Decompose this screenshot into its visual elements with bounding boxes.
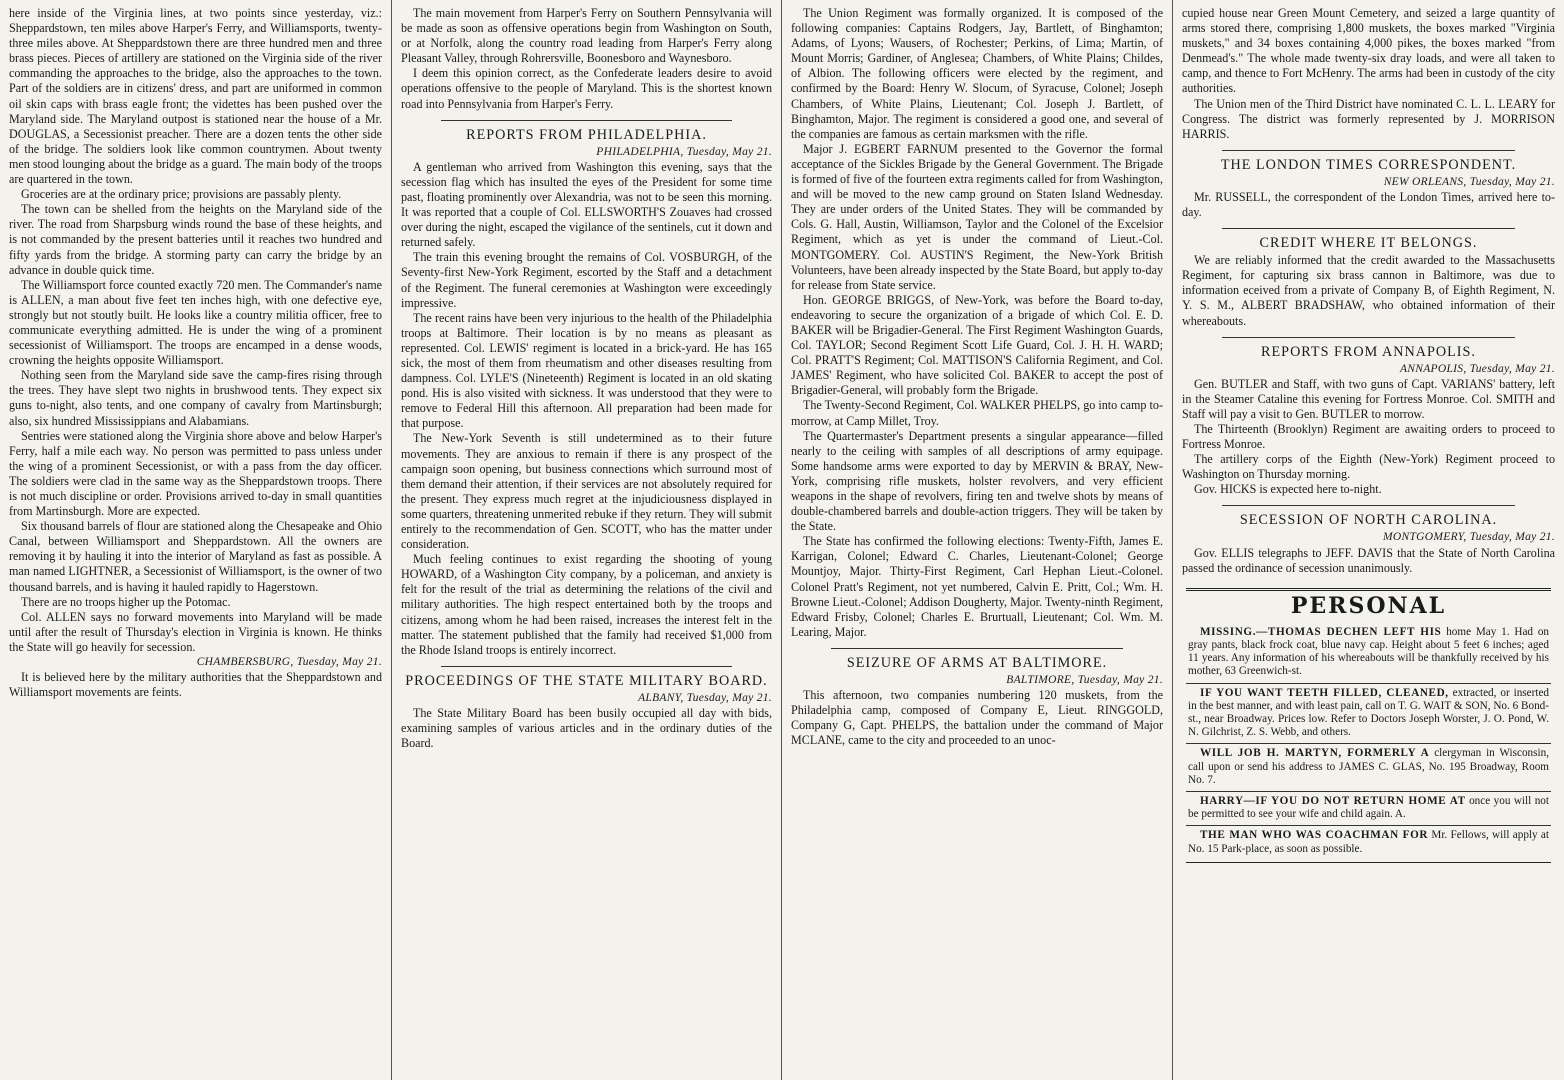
article-paragraph: The Quartermaster's Department presents a singular appearance—filled nearly to the ceiling with samples of all descriptions of army equipage. Some handsome arms were exported to day by MERVIN & BRAY, New-York, comprising rifle muskets, holster revolvers, and very efficient weapons in the shape of revolvers, firing ten and twelve shots by means of double-chambered barrels and double-action triggers. They will be taken by the State. xyxy=(791,428,1163,534)
article-paragraph: I deem this opinion correct, as the Confederate leaders desire to avoid operations offensive to the people of Maryland. This is the shortest known road into Pennsylvania from Harper's Ferry. xyxy=(401,66,772,111)
personal-ad xyxy=(1186,826,1551,859)
personal-ads-box xyxy=(1186,588,1551,863)
ad-body: clergyman in Wisconsin, call upon or send his address to JAMES C. GLAS, No. 195 Broadway, Room No. 7. xyxy=(1188,747,1550,786)
article-paragraph: Mr. RUSSELL, the correspondent of the London Times, arrived here to-day. xyxy=(1182,189,1555,220)
article-paragraph: A gentleman who arrived from Washington this evening, says that the secession flag which has insulted the eyes of the President for some time past, floating prominently over Alexandria, was not to be seen this morning. It was reported that a couple of Col. ELLSWORTH'S Zouaves had crossed over during the night, escaped the vigilance of the sentinels, cut it down and returned safely. xyxy=(401,159,772,250)
ad-body: once you will not be permitted to see your wife and child again. A. xyxy=(1188,794,1549,821)
ad-body: home May 1. Had on gray pants, black frock coat, blue navy cap. Height about 5 feet 6 inches; aged 11 years. Any information of his whereabouts will be thankfully received by his mother, 63 Greenwich-st. xyxy=(1188,625,1550,678)
personal-ad xyxy=(1186,684,1551,745)
article-paragraph: The recent rains have been very injurious to the health of the Philadelphia troops at Baltimore. Their location is by no means as pleasant as represented. Col. LEWIS' regiment is located in a brick-yard. He has 165 sick, the most of them from rheumatism and other diseases resulting from dampness. Col. LYLE'S (Nineteenth) Regiment is located in an old skating pond. His is also visited with sickness. It was understood that they were to remove to Federal Hill this afternoon. All preparation had been made for that purpose. xyxy=(401,310,772,431)
column-1 xyxy=(0,0,392,1080)
article-headline: THE LONDON TIMES CORRESPONDENT. xyxy=(1220,156,1517,173)
ad-lead: WILL JOB H. MARTYN, FORMERLY A xyxy=(1200,747,1430,760)
ad-lead: THE MAN WHO WAS COACHMAN FOR xyxy=(1200,829,1429,842)
section-divider xyxy=(1222,150,1515,151)
section-divider xyxy=(1222,337,1515,338)
article-paragraph: This afternoon, two companies numbering 120 muskets, from the Philadelphia camp, composed of Company E, Lieut. RINGGOLD, Company G, Capt. PHELPS, the battalion under the command of Major MCLANE, came to the city and proceeded to an unoc- xyxy=(791,688,1163,748)
article-paragraph: Col. ALLEN says no forward movements into Maryland will be made until after the result of Thursday's election in Virginia is known. He thinks the State will go heavily for secession. xyxy=(9,609,382,654)
article-paragraph: The main movement from Harper's Ferry on Southern Pennsylvania will be made as soon as offensive operations begin from Washington on South, or at Norfolk, along the country road leading from Harper's Ferry along Pleasant Valley, through Rohrersville, Boonesboro and Waynesboro. xyxy=(401,6,772,66)
ad-lead: IF YOU WANT TEETH FILLED, CLEANED, xyxy=(1200,686,1449,699)
article-headline: REPORTS FROM ANNAPOLIS. xyxy=(1261,343,1476,360)
article-paragraph: Hon. GEORGE BRIGGS, of New-York, was before the Board to-day, endeavoring to secure the organization of a brigade of which Col. E. D. BAKER will be Brigadier-General. The First Regiment Washington Guards, Col. TAYLOR; Second Regiment Scott Life Guard, Col. J. H. H. WARD; Col. PRATT'S Regiment; Col. MATTISON'S California Regiment, and Col. JAMES' Regiment, who have solicited Col. BAKER to accept the post of Brigadier-General, will probably form the Brigade. xyxy=(791,292,1163,398)
dateline: CHAMBERSBURG, Tuesday, May 21. xyxy=(196,656,382,669)
dateline: NEW ORLEANS, Tuesday, May 21. xyxy=(1383,175,1555,188)
article-headline: CREDIT WHERE IT BELONGS. xyxy=(1259,235,1478,252)
article-paragraph: Sentries were stationed along the Virginia shore above and below Harper's Ferry, half a mile each way. No person was permitted to pass unless under the wing of a prominent Secessionist, or with a pass from the day officer. The soldiers were clad in the same way as the Sheppardstown troops. There is not much discipline or order. Provisions arrived to-day in small quantities from Martinsburgh. More are expected. xyxy=(9,428,382,519)
article-paragraph: The New-York Seventh is still undetermined as to their future movements. They are anxious to remain if there is any prospect of the campaign soon opening, but business connections which surround most of them demand their attention, if their services are not absolutely required for the present. They express much regret at the injudiciousness displayed in some quarters, threatening unmerited rebuke if they return. They will submit entirely to the recommendation of Gen. SCOTT, who has the matter under consideration. xyxy=(401,431,772,552)
article-headline: SEIZURE OF ARMS AT BALTIMORE. xyxy=(846,654,1108,671)
ad-body: Mr. Fellows, will apply at No. 15 Park-place, as soon as possible. xyxy=(1188,829,1549,855)
dateline: PHILADELPHIA, Tuesday, May 21. xyxy=(596,145,772,158)
section-divider xyxy=(1222,228,1515,229)
article-paragraph: The train this evening brought the remains of Col. VOSBURGH, of the Seventy-first New-York Regiment, escorted by the Staff and a detachment of the Regiment. The funeral ceremonies at Washington were exceedingly impressive. xyxy=(401,250,772,310)
article-paragraph: The Union men of the Third District have nominated C. L. L. LEARY for Congress. The district was formerly represented by J. MORRISON HARRIS. xyxy=(1182,96,1555,141)
column-4 xyxy=(1173,0,1564,1080)
dateline: ANNAPOLIS, Tuesday, May 21. xyxy=(1399,362,1555,375)
article-paragraph: Much feeling continues to exist regarding the shooting of young HOWARD, of a Washington City company, by a policeman, and anxiety is felt for the result of the trial as determining the relations of the civil and military authorities. The high respect entertained both by the troops and citizens, among whom he had been raised, increases the interest felt in the matter. The statement published that the family had received $1,000 from the Rhode Island troops is entirely incorrect. xyxy=(401,552,772,657)
article-paragraph: The Williamsport force counted exactly 720 men. The Commander's name is ALLEN, a man about five feet ten inches high, with one defective eye, strongly but not stoutly built. He looks like a country militia officer, free to communicate everything admitted. He is under the wing of a prominent secessionist of Williamsport. The troops are encamped in a dense woods, crowning the heights opposite Williamsport. xyxy=(9,277,382,368)
personal-section-title: PERSONAL xyxy=(1290,592,1447,619)
section-divider xyxy=(441,120,732,121)
column-3 xyxy=(782,0,1173,1080)
article-paragraph: The Twenty-Second Regiment, Col. WALKER PHELPS, go into camp to-morrow, at Camp Millet, Troy. xyxy=(791,398,1163,428)
section-divider xyxy=(1222,505,1515,506)
article-paragraph: here inside of the Virginia lines, at two points since yesterday, viz.: Sheppardstown, ten miles above Harper's Ferry, and Williamsports, twenty-three miles above. At Sheppardstown there are three hundred men and three brass pieces. Pieces of artillery are stationed on the Virginia side of the river commanding the approaches to the bridge, also the approaches to the town. Part of the soldiers are in citizens' dress, and part are uniformed in common oil skin caps with brass eagle front; the videttes has been pushed over the Maryland side. The Maryland outpost is stationed near the house of a Mr. DOUGLAS, a Secessionist preacher. There are a dozen tents the other side of the bridge. The soldiers look like common countrymen. About twenty men stood lounging about the bridge as a guard. The main body of the troops are quartered in the town. xyxy=(9,6,382,187)
article-paragraph: The State has confirmed the following elections: Twenty-Fifth, James E. Karrigan, Colonel; Edward C. Charles, Lieutenant-Colonel; George Mountjoy, Major. Thirty-First Regiment, Carl Hephan Lieut.-Colonel. Colonel Pratt's Regiment, not yet numbered, Calvin E. Pritt, Col.; Wm. H. Browne Lieut.-Colonel; Addison Dougherty, Major. Twenty-ninth Regiment, Edward Frisby, Colonel; Charles E. Brurtuall, Lieutenant; Col. Wm. M. Learing, Major. xyxy=(791,534,1163,639)
article-paragraph: There are no troops higher up the Potomac. xyxy=(21,594,231,609)
article-paragraph: Gov. ELLIS telegraphs to JEFF. DAVIS that the State of North Carolina passed the ordinance of secession unanimously. xyxy=(1182,545,1555,575)
personal-ad xyxy=(1186,623,1551,684)
personal-ad xyxy=(1186,744,1551,792)
article-paragraph: Nothing seen from the Maryland side save the camp-fires rising through the trees. They have slept two nights in brushwood tents. They expect six guns to-night, also tents, and one company of cavalry from Martinsburgh; also, six hundred Mississippians and Alabamians. xyxy=(9,368,382,428)
article-headline: PROCEEDINGS OF THE STATE MILITARY BOARD. xyxy=(405,672,768,689)
article-paragraph: Major J. EGBERT FARNUM presented to the Governor the formal acceptance of the Sickles Brigade by the General Government. The Brigade is formed of five of the fourteen extra regiments called for from Washington, and will be moved to the new camp ground on Staten Island Wednesday. They are under orders of the United States. They will be commanded by Cols. G. Hall, Austin, Williamson, Taylor and the Colonel of the Excelsior Regiment, which as yet is under the command of Lieut.-Col. MONTGOMERY. Col. AUSTIN'S Regiment, the New-York British Volunteers, have been already inspected by the State Board, but apply to-day for release from State service. xyxy=(791,141,1163,292)
article-paragraph: We are reliably informed that the credit awarded to the Massachusetts Regiment, for capturing six brass cannon in Baltimore, was due to information eceived from a private of Company B, of Eighth Regiment, N. Y. S. M., ALBERT BRADSHAW, who obtained information of their whereabouts. xyxy=(1182,253,1555,328)
article-headline: REPORTS FROM PHILADELPHIA. xyxy=(466,126,707,143)
article-headline: SECESSION OF NORTH CAROLINA. xyxy=(1239,512,1498,529)
article-paragraph: Groceries are at the ordinary price; provisions are passably plenty. xyxy=(21,187,342,202)
column-2 xyxy=(392,0,782,1080)
article-paragraph: The Union Regiment was formally organized. It is composed of the following companies: Captains Rodgers, Jay, Bartlett, of Binghamton; Adams, of Lyons; Wausers, of Rochester; Perkins, of Lima; Martin, of Mount Morris; Gardiner, of Anglesea; Chambers, of White Plains; Childes, of Albion. The following officers were elected by the regiment, and confirmed by the Board: Henry W. Slocum, of Syracuse, Colonel; Joseph Chambers, of White Plains, Lieutenant; Col. Joseph J. Bartlett, of Binghamton, Major. The regiment is considered a good one, and several of the companies are famous as certain marksmen with the rifle. xyxy=(791,6,1163,141)
article-paragraph: The Thirteenth (Brooklyn) Regiment are awaiting orders to proceed to Fortress Monroe. xyxy=(1182,421,1555,452)
ad-lead: HARRY—IF YOU DO NOT RETURN HOME AT xyxy=(1200,794,1466,807)
article-paragraph: Six thousand barrels of flour are stationed along the Chesapeake and Ohio Canal, between Williamsport and Sheppardstown. All the owners are removing it by hauling it into the interior of Maryland as fast as possible. A man named LIGHTNER, a Secessionist of Williamsport, is the owner of two thousand barrels, and is having it hauled rapidly to Hagerstown. xyxy=(9,519,382,594)
ad-lead: MISSING.—THOMAS DECHEN LEFT HIS xyxy=(1200,625,1442,638)
article-paragraph: The State Military Board has been busily occupied all day with bids, examining samples of various articles and in the ordinary duties of the Board. xyxy=(401,705,772,751)
article-paragraph: cupied house near Green Mount Cemetery, and seized a large quantity of arms stored there, comprising 1,800 muskets, the boxes marked "Virginia muskets," and 34 boxes containing 4,000 pikes, the boxes marked "from Denmead's." The whole made twenty-six dray loads, and were all taken to camp, and thence to Fort McHenry. The arms had been in custody of the city authorities. xyxy=(1182,6,1555,96)
article-paragraph: The town can be shelled from the heights on the Maryland side of the river. The road from Sharpsburg winds round the base of these heights, and is not commanded by the present batteries until it reaches two hundred and fifty yards from the bridge. A storming party can carry the bridge by an advance in double quick time. xyxy=(9,202,382,277)
dateline: MONTGOMERY, Tuesday, May 21. xyxy=(1383,531,1555,544)
article-paragraph: It is believed here by the military authorities that the Sheppardstown and Williamsport movements are feints. xyxy=(9,670,382,700)
personal-ad xyxy=(1186,792,1551,826)
article-paragraph: The artillery corps of the Eighth (New-York) Regiment proceed to Washington on Thursday morning. xyxy=(1182,452,1555,482)
article-paragraph: Gen. BUTLER and Staff, with two guns of Capt. VARIANS' battery, left in the Steamer Cataline this evening for Fortress Monroe. Col. SMITH and Staff will pay a visit to Gen. BUTLER to morrow. xyxy=(1182,376,1555,421)
dateline: ALBANY, Tuesday, May 21. xyxy=(638,691,772,704)
ad-body: extracted, or inserted in the best manner, and with least pain, call on T. G. WAIT & SON, No. 6 Bond-st., near Broadway. Prices low. Refer to Doctors Joseph Worster, J. O. Pond, W. N. Gilchrist, Z. S. Webb, and others. xyxy=(1188,686,1550,739)
section-divider xyxy=(441,666,732,667)
article-paragraph: Gov. HICKS is expected here to-night. xyxy=(1194,482,1382,497)
dateline: BALTIMORE, Tuesday, May 21. xyxy=(1006,673,1163,686)
section-divider xyxy=(831,648,1123,649)
